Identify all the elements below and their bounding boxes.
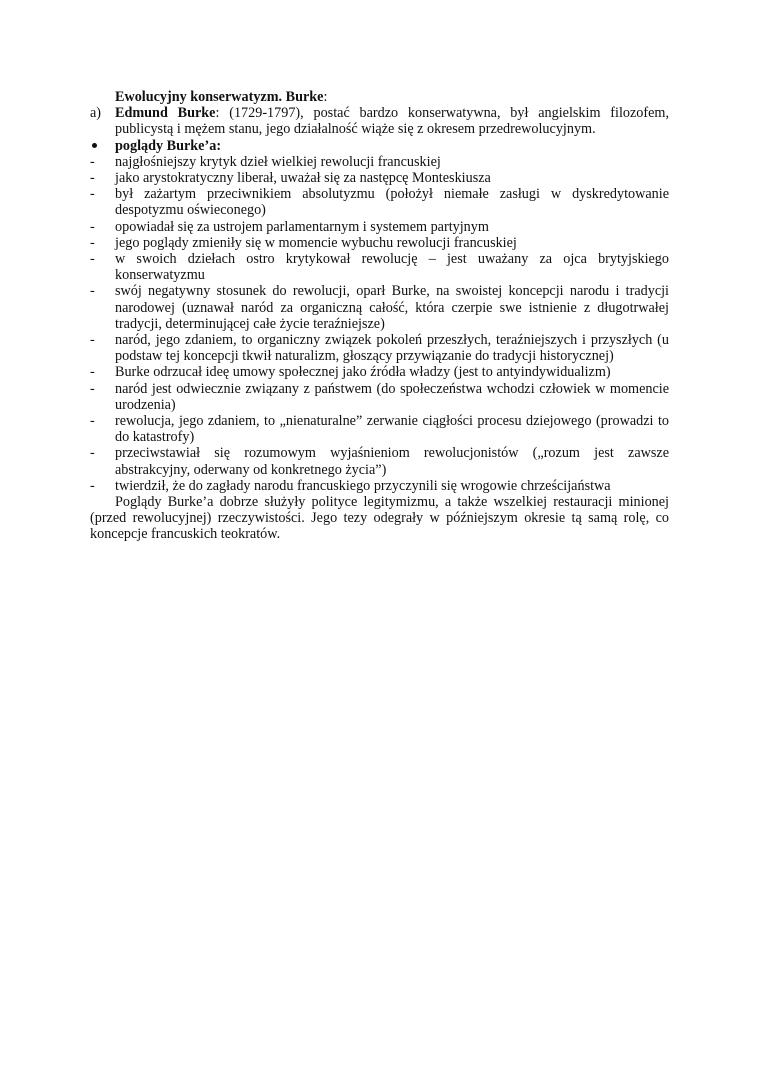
intro-paragraph (90, 105, 669, 137)
list-item-text: Burke odrzucał ideę umowy społecznej jako źródła władzy (jest to antyindywidualizm) (115, 364, 611, 381)
list-item-text: rewolucja, jego zdaniem, to „nienaturalne” zerwanie ciągłości procesu dziejowego (prowadzi to do katastrofy) (115, 413, 669, 446)
list-item (90, 251, 669, 283)
list-item (90, 478, 669, 494)
list-item-text: naród, jego zdaniem, to organiczny związek pokoleń przeszłych, teraźniejszych i przyszłych (u podstaw tej koncepcji tkwił naturalizm, głoszący przywiązanie do tradycji historycznej) (115, 332, 669, 365)
list-item (90, 381, 669, 413)
dash-marker: - (90, 413, 95, 430)
dash-marker: - (90, 153, 95, 170)
dash-marker: - (90, 186, 95, 203)
intro-marker: a) (90, 105, 102, 122)
list-item-text: najgłośniejszy krytyk dzieł wielkiej rewolucji francuskiej (115, 153, 441, 170)
dash-marker: - (90, 364, 95, 381)
bullet-icon (92, 143, 97, 148)
bullet-heading-text: poglądy Burke’a (115, 137, 217, 154)
list-item (90, 413, 669, 445)
list-item-text: twierdził, że do zagłady narodu francuskiego przyczynili się wrogowie chrześcijaństwa (115, 477, 611, 494)
dash-marker: - (90, 251, 95, 268)
list-item (90, 235, 669, 251)
list-item (90, 283, 669, 332)
bullet-heading-colon: : (216, 137, 222, 154)
dash-marker: - (90, 445, 95, 462)
list-item (90, 219, 669, 235)
list-item (90, 154, 669, 170)
list-item-text: swój negatywny stosunek do rewolucji, oparł Burke, na swoistej koncepcji narodu i tradycji narodowej (uznawał naród za organiczną całość, która czerpie swe istnienie z długotrwałej tradycji, determinującej całe życie teraźniejsze) (115, 283, 669, 332)
list-item-text: naród jest odwiecznie związany z państwem (do społeczeństwa wchodzi człowiek w momencie urodzenia) (115, 380, 669, 413)
heading-text: Ewolucyjny konserwatyzm. Burke (115, 89, 324, 105)
dash-marker: - (90, 477, 95, 494)
list-item-text: opowiadał się za ustrojem parlamentarnym i systemem partyjnym (115, 218, 489, 235)
list-item (90, 170, 669, 186)
list-item-text: jako arystokratyczny liberał, uważał się za następcę Monteskiusza (115, 170, 491, 187)
intro-text: : (1729-1797), postać bardzo konserwatywna, był angielskim filozofem, publicystą i mężem stanu, jego działalność wiąże się z okresem przedrewolucyjnym. (115, 105, 669, 138)
list-item (90, 332, 669, 364)
list-item (90, 364, 669, 380)
list-item (90, 445, 669, 477)
dash-marker: - (90, 218, 95, 235)
dash-marker: - (90, 283, 95, 300)
intro-name: Edmund Burke (115, 105, 216, 122)
dash-marker: - (90, 234, 95, 251)
views-list (90, 154, 669, 494)
bullet-heading (90, 138, 669, 154)
dash-marker: - (90, 332, 95, 349)
list-item (90, 186, 669, 218)
closing-paragraph: Poglądy Burke’a dobrze służyły polityce legitymizmu, a także wszelkiej restauracji minionej (przed rewolucyjnej) rzeczywistości. Jego tezy odegrały w późniejszym okresie tą samą rolę, co koncepcje francuskich teokratów. (90, 494, 669, 543)
list-item-text: przeciwstawiał się rozumowym wyjaśnieniom rewolucjonistów („rozum jest zawsze abstrakcyjny, oderwany od konkretnego życia”) (115, 445, 669, 478)
list-item-text: jego poglądy zmieniły się w momencie wybuchu rewolucji francuskiej (115, 234, 517, 251)
dash-marker: - (90, 380, 95, 397)
list-item-text: w swoich dziełach ostro krytykował rewolucję – jest uważany za ojca brytyjskiego konserwatyzmu (115, 251, 669, 284)
document-body (90, 89, 669, 543)
dash-marker: - (90, 170, 95, 187)
list-item-text: był zażartym przeciwnikiem absolutyzmu (położył niemałe zasługi w dyskredytowanie despotyzmu oświeconego) (115, 186, 669, 219)
heading-colon: : (323, 89, 328, 105)
section-heading (90, 89, 669, 105)
